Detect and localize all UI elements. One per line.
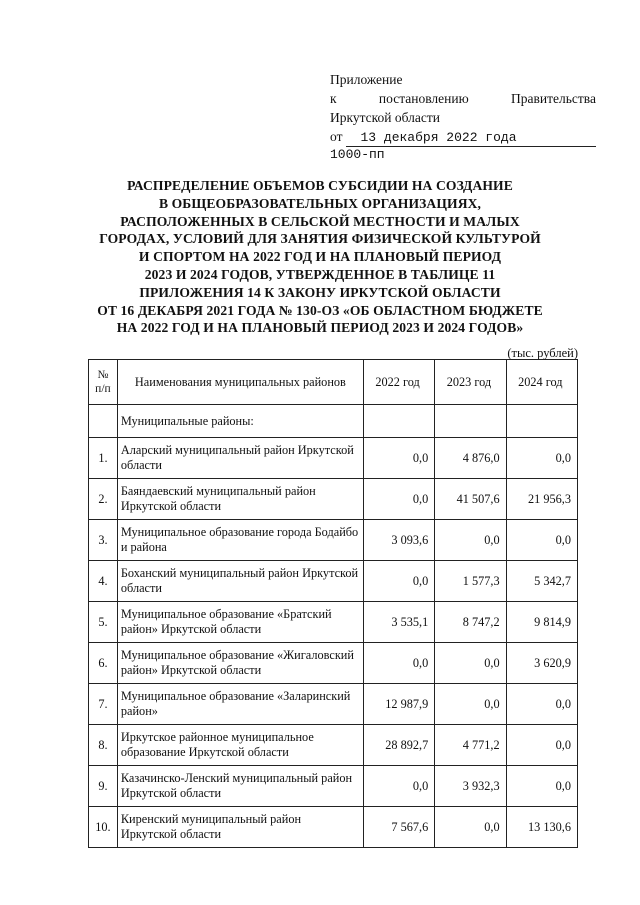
row-name: Баяндаевский муниципальный район Иркутской области	[117, 479, 363, 520]
row-2024: 0,0	[506, 520, 577, 561]
header-2024: 2024 год	[506, 360, 577, 405]
row-2024: 3 620,9	[506, 643, 577, 684]
row-2023: 0,0	[435, 684, 506, 725]
row-num: 8.	[89, 725, 118, 766]
title-line: И СПОРТОМ НА 2022 ГОД И НА ПЛАНОВЫЙ ПЕРИОД	[138, 249, 502, 265]
row-2022: 0,0	[363, 561, 434, 602]
table-row	[89, 479, 578, 520]
appendix-number: 1000-пп	[330, 147, 385, 162]
title-line: НА 2022 ГОД И НА ПЛАНОВЫЙ ПЕРИОД 2023 И 2024 ГОДОВ»	[116, 320, 524, 336]
row-2023: 41 507,6	[435, 479, 506, 520]
row-2024: 5 342,7	[506, 561, 577, 602]
row-2022: 0,0	[363, 766, 434, 807]
row-2023: 8 747,2	[435, 602, 506, 643]
row-2022: 7 567,6	[363, 807, 434, 848]
row-2023: 0,0	[435, 643, 506, 684]
table-header-row	[89, 360, 578, 405]
row-num: 2.	[89, 479, 118, 520]
table-row	[89, 561, 578, 602]
row-2024: 0,0	[506, 684, 577, 725]
row-name: Иркутское районное муниципальное образование Иркутской области	[117, 725, 363, 766]
title-line: РАСПРЕДЕЛЕНИЕ ОБЪЕМОВ СУБСИДИИ НА СОЗДАНИЕ	[127, 178, 513, 193]
row-name: Муниципальное образование «Жигаловский район» Иркутской области	[117, 643, 363, 684]
row-2022: 0,0	[363, 643, 434, 684]
units-label: (тыс. рублей)	[507, 346, 578, 360]
header-2022: 2022 год	[363, 360, 434, 405]
row-2022: 3 535,1	[363, 602, 434, 643]
header-num-line2: п/п	[95, 383, 111, 395]
subheader-empty-cell	[363, 405, 434, 438]
title-line: РАСПОЛОЖЕННЫХ В СЕЛЬСКОЙ МЕСТНОСТИ И МАЛЫХ	[120, 213, 520, 229]
row-2023: 4 771,2	[435, 725, 506, 766]
row-2024: 0,0	[506, 438, 577, 479]
row-2022: 12 987,9	[363, 684, 434, 725]
row-name: Киренский муниципальный район Иркутской области	[117, 807, 363, 848]
row-2023: 3 932,3	[435, 766, 506, 807]
subheader-empty-cell	[435, 405, 506, 438]
row-num: 9.	[89, 766, 118, 807]
row-2024: 21 956,3	[506, 479, 577, 520]
table-row	[89, 725, 578, 766]
appendix-word-k: к	[330, 91, 337, 106]
row-2024: 0,0	[506, 725, 577, 766]
row-name: Казачинско-Ленский муниципальный район Иркутской области	[117, 766, 363, 807]
row-2022: 28 892,7	[363, 725, 434, 766]
row-2024: 9 814,9	[506, 602, 577, 643]
row-2023: 0,0	[435, 807, 506, 848]
table-row	[89, 438, 578, 479]
appendix-title: Приложение	[330, 72, 403, 87]
appendix-date-line	[330, 127, 596, 147]
title-line: В ОБЩЕОБРАЗОВАТЕЛЬНЫХ ОРГАНИЗАЦИЯХ,	[158, 195, 482, 211]
row-num: 3.	[89, 520, 118, 561]
table-row	[89, 520, 578, 561]
row-name: Муниципальное образование «Братский район» Иркутской области	[117, 602, 363, 643]
row-num: 10.	[89, 807, 118, 848]
row-2024: 0,0	[506, 766, 577, 807]
row-name: Аларский муниципальный район Иркутской области	[117, 438, 363, 479]
table-row	[89, 807, 578, 848]
appendix-date: 13 декабря 2022 года	[346, 130, 596, 147]
row-num: 7.	[89, 684, 118, 725]
row-2022: 0,0	[363, 438, 434, 479]
appendix-word-resolution: постановлению	[378, 91, 469, 106]
row-num: 4.	[89, 561, 118, 602]
header-2023: 2023 год	[435, 360, 506, 405]
subheader-label: Муниципальные районы:	[117, 405, 363, 438]
appendix-line-2	[330, 89, 596, 108]
appendix-region: Иркутской области	[330, 110, 441, 125]
row-2023: 0,0	[435, 520, 506, 561]
row-num: 6.	[89, 643, 118, 684]
row-2022: 3 093,6	[363, 520, 434, 561]
table-row	[89, 766, 578, 807]
table-row	[89, 643, 578, 684]
header-name: Наименования муниципальных районов	[117, 360, 363, 405]
row-name: Боханский муниципальный район Иркутской области	[117, 561, 363, 602]
header-num-line1: №	[97, 369, 109, 381]
title-line: ГОРОДАХ, УСЛОВИЙ ДЛЯ ЗАНЯТИЯ ФИЗИЧЕСКОЙ КУЛЬТУРОЙ	[99, 231, 541, 247]
row-2024: 13 130,6	[506, 807, 577, 848]
subheader-row	[89, 405, 578, 438]
row-2022: 0,0	[363, 479, 434, 520]
subheader-num-cell	[89, 405, 118, 438]
row-name: Муниципальное образование города Бодайбо и района	[117, 520, 363, 561]
row-2023: 1 577,3	[435, 561, 506, 602]
appendix-word-government: Правительства	[511, 91, 596, 106]
row-num: 1.	[89, 438, 118, 479]
table-row	[89, 684, 578, 725]
title-line: ПРИЛОЖЕНИЯ 14 К ЗАКОНУ ИРКУТСКОЙ ОБЛАСТИ	[139, 284, 501, 300]
appendix-block	[330, 70, 596, 163]
title-line: ОТ 16 ДЕКАБРЯ 2021 ГОДА № 130-ОЗ «ОБ ОБЛАСТНОМ БЮДЖЕТЕ	[97, 302, 543, 318]
appendix-from-label: от	[330, 129, 343, 144]
title-line: 2023 И 2024 ГОДОВ, УТВЕРЖДЕННОЕ В ТАБЛИЦЕ 11	[144, 266, 496, 282]
header-num	[89, 360, 118, 405]
subheader-empty-cell	[506, 405, 577, 438]
row-num: 5.	[89, 602, 118, 643]
table-row	[89, 602, 578, 643]
row-2023: 4 876,0	[435, 438, 506, 479]
document-title	[60, 177, 580, 337]
row-name: Муниципальное образование «Заларинский район»	[117, 684, 363, 725]
subsidy-table	[88, 359, 578, 848]
